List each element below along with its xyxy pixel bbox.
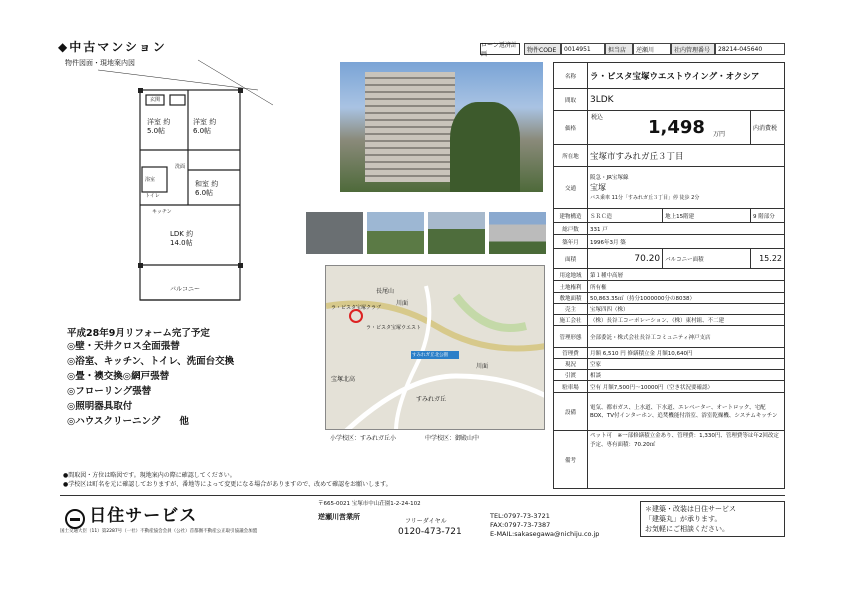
- map-label-club: ラ・ビスタ宝塚クラブ: [331, 305, 382, 311]
- building-photo: [340, 62, 543, 192]
- handover-value: 相談: [588, 370, 785, 381]
- structure-label: 建物構造: [554, 209, 588, 223]
- room-ldk: LDK 約14.0帖: [170, 230, 194, 247]
- area-label: 面積: [554, 249, 588, 269]
- land-area-value: 50,863.35㎡（持分1000000分の8038）: [588, 293, 785, 304]
- handover-label: 引渡: [554, 370, 588, 381]
- email-address[interactable]: E-MAIL:sakasegawa@nichiju.co.jp: [490, 530, 600, 538]
- company-logo: [65, 501, 197, 529]
- footer: [60, 495, 785, 540]
- room-western-1: 洋室 約5.0帖: [147, 118, 171, 135]
- map-label-mt: 長尾山: [376, 288, 395, 295]
- renovation-item: ◎壁・天井クロス全面張替: [67, 341, 180, 352]
- price-label: 税込: [591, 114, 604, 121]
- room-washroom: 洗面: [175, 164, 186, 170]
- owner-label: 売主: [554, 304, 588, 315]
- built-label: 築年月: [554, 235, 588, 249]
- builder-label: 施工会社: [554, 315, 588, 326]
- status-value: 空家: [588, 359, 785, 370]
- parking-value: 空有 月額7,500円〜10000円（空き状況要確認）: [588, 381, 785, 393]
- balcony-value: 15.22: [750, 249, 784, 269]
- map-label-kawamo-2: 川面: [476, 363, 489, 370]
- price-label-cell: 価格: [554, 111, 588, 145]
- slogan-line: ＊建築・改装は日住サービス: [645, 505, 736, 513]
- fax-number: FAX:0797-73-7387: [490, 521, 551, 529]
- layout-value: 3LDK: [588, 89, 785, 111]
- manage-label: 管理形態: [554, 326, 588, 348]
- map-label-west: ラ・ビスタ宝塚ウエスト: [366, 325, 422, 331]
- traffic-label: 交通: [554, 167, 588, 209]
- fee-value: 月額 6,510 円 修繕積立金 月額10,640円: [588, 348, 785, 359]
- property-name: ラ・ビスタ宝塚ウエストウイング・オクシア: [588, 63, 785, 89]
- tax-note: 内消費税: [751, 111, 785, 145]
- qr-code-label: ローン返済計画: [480, 43, 520, 55]
- document-category: ◆中古マンション: [58, 40, 167, 54]
- manage-value: 全部委託・株式会社長谷工コミュニティ神戸支店: [588, 326, 785, 348]
- fee-label: 管理費: [554, 348, 588, 359]
- slogan-line: お気軽にご相談ください。: [645, 525, 729, 533]
- traffic-bus: バス乗車 11分「すみれガ丘３丁目」停 徒歩 2分: [590, 194, 700, 201]
- renovation-item: ◎畳・襖交換◎網戸張替: [67, 371, 170, 382]
- note-line: ●学校区は町名を元に確認しておりますが、番地等によって変更になる場合がありますので、改めて確認をお願いします。: [63, 481, 392, 488]
- branch-address: 〒665-0021 宝塚市中山荘園1-2-24-102: [318, 501, 421, 507]
- map-label-highschool: 宝塚北高: [331, 376, 356, 383]
- slogan-box: [640, 501, 785, 537]
- slogan-line: 「建築丸」が承ります。: [645, 515, 722, 523]
- builder-value: （株）長谷工コーポレーション、（株）東村組、不二建: [588, 315, 785, 326]
- room-kitchen: キッチン: [152, 209, 172, 215]
- price-unit: 万円: [713, 131, 726, 138]
- property-spec-table: [553, 62, 785, 489]
- floor-value: 9 階部分: [751, 209, 785, 223]
- map-label-kawamo: 川面: [396, 300, 409, 307]
- license-info: 国土交通大臣（11）第2287号（一社）不動産協会会員（公社）首都圏不動産公正取引協議会加盟: [60, 529, 258, 534]
- code-value: 0014951: [561, 43, 605, 55]
- renovation-item: ◎照明器具取付: [67, 401, 133, 412]
- equip-value: 電気、都市ガス、上水道、下水道、エレベーター、オートロック、宅配BOX、TV付インターホン、追焚機能付浴室、浴室乾燥機、システムキッチン: [588, 393, 785, 431]
- renovation-block: [67, 325, 297, 429]
- traffic-line: 阪急・JR宝塚線: [590, 174, 629, 181]
- room-western-2: 洋室 約6.0帖: [193, 118, 217, 135]
- plan-title: 物件図面・現地案内図: [65, 59, 135, 67]
- address-value: 宝塚市すみれガ丘３丁目: [588, 145, 785, 167]
- code-label: 物件CODE: [524, 43, 561, 55]
- room-bath: 浴室: [145, 177, 156, 183]
- building-photo-2: [489, 212, 546, 254]
- land-label: 土地権利: [554, 281, 588, 293]
- internal-value: 28214-045640: [715, 43, 785, 55]
- view-photo-1: [367, 212, 424, 254]
- traffic-station: 宝塚: [590, 182, 606, 192]
- view-photo-2: [428, 212, 485, 254]
- notes: [63, 471, 392, 489]
- address-label: 所在地: [554, 145, 588, 167]
- land-value: 所有権: [588, 281, 785, 293]
- branch-name: 逆瀬川営業所: [318, 513, 360, 521]
- free-dial-number[interactable]: 0120-473-721: [398, 527, 462, 537]
- company-logo-icon: [65, 509, 85, 529]
- layout-label: 間取: [554, 89, 588, 111]
- room-japanese: 和室 約6.0帖: [195, 180, 219, 197]
- floor-plan-drawing: [58, 55, 293, 315]
- map-label-park: すみれガ丘北公園: [412, 353, 448, 358]
- renovation-item: ◎浴室、キッチン、トイレ、洗面台交換: [67, 356, 235, 367]
- land-area-label: 敷地面積: [554, 293, 588, 304]
- note-line: ●間取図・方位は略図です。現地案内の際に確認してください。: [63, 472, 236, 479]
- internal-label: 社内管理番号: [671, 43, 715, 55]
- renovation-title: 平成28年9月リフォーム完了予定: [67, 328, 210, 339]
- floors-value: 地上15階建: [663, 209, 751, 223]
- remarks-value: ペット可 ※一部修繕積立金あり、管理費：1,330円、管理費等は年2回改定予定、専有面積：70.20㎡: [588, 431, 785, 489]
- map-label-sumire: すみれガ丘: [416, 396, 447, 403]
- tel-number[interactable]: TEL:0797-73-3721: [490, 512, 550, 520]
- store-value: 逆瀬川: [633, 43, 671, 55]
- status-label: 現況: [554, 359, 588, 370]
- map-roads: [326, 266, 545, 430]
- school-junior: 中学校区：御殿山中: [425, 435, 480, 442]
- units-label: 総戸数: [554, 223, 588, 235]
- room-toilet: トイレ: [145, 193, 160, 199]
- name-label: 名称: [554, 63, 588, 89]
- owner-value: 宝塚四四（株）: [588, 304, 785, 315]
- equip-label: 設備: [554, 393, 588, 431]
- store-label: 担当店: [605, 43, 633, 55]
- zoning-label: 用途地域: [554, 269, 588, 281]
- units-value: 331 戸: [588, 223, 785, 235]
- renovation-item: ◎フローリング張替: [67, 386, 152, 397]
- free-dial-label: フリーダイヤル: [405, 518, 447, 525]
- interior-photo-1: [306, 212, 363, 254]
- structure-value: ＳＲＣ造: [588, 209, 663, 223]
- price-value: 1,498: [648, 117, 705, 138]
- balcony-label: バルコニー面積: [663, 249, 751, 269]
- school-elementary: 小学校区：すみれガ丘小: [330, 435, 397, 442]
- parking-label: 駐車場: [554, 381, 588, 393]
- company-name: 日住サービス: [89, 506, 198, 526]
- area-value: 70.20: [588, 249, 663, 269]
- room-balcony: バルコニー: [170, 286, 201, 293]
- location-map: [325, 265, 545, 430]
- built-value: 1996年3月 築: [588, 235, 785, 249]
- room-entrance: 玄関: [150, 97, 161, 103]
- remarks-label: 備考: [554, 431, 588, 489]
- renovation-item: ◎ハウスクリーニング 他: [67, 416, 189, 427]
- zoning-value: 第１種中高層: [588, 269, 785, 281]
